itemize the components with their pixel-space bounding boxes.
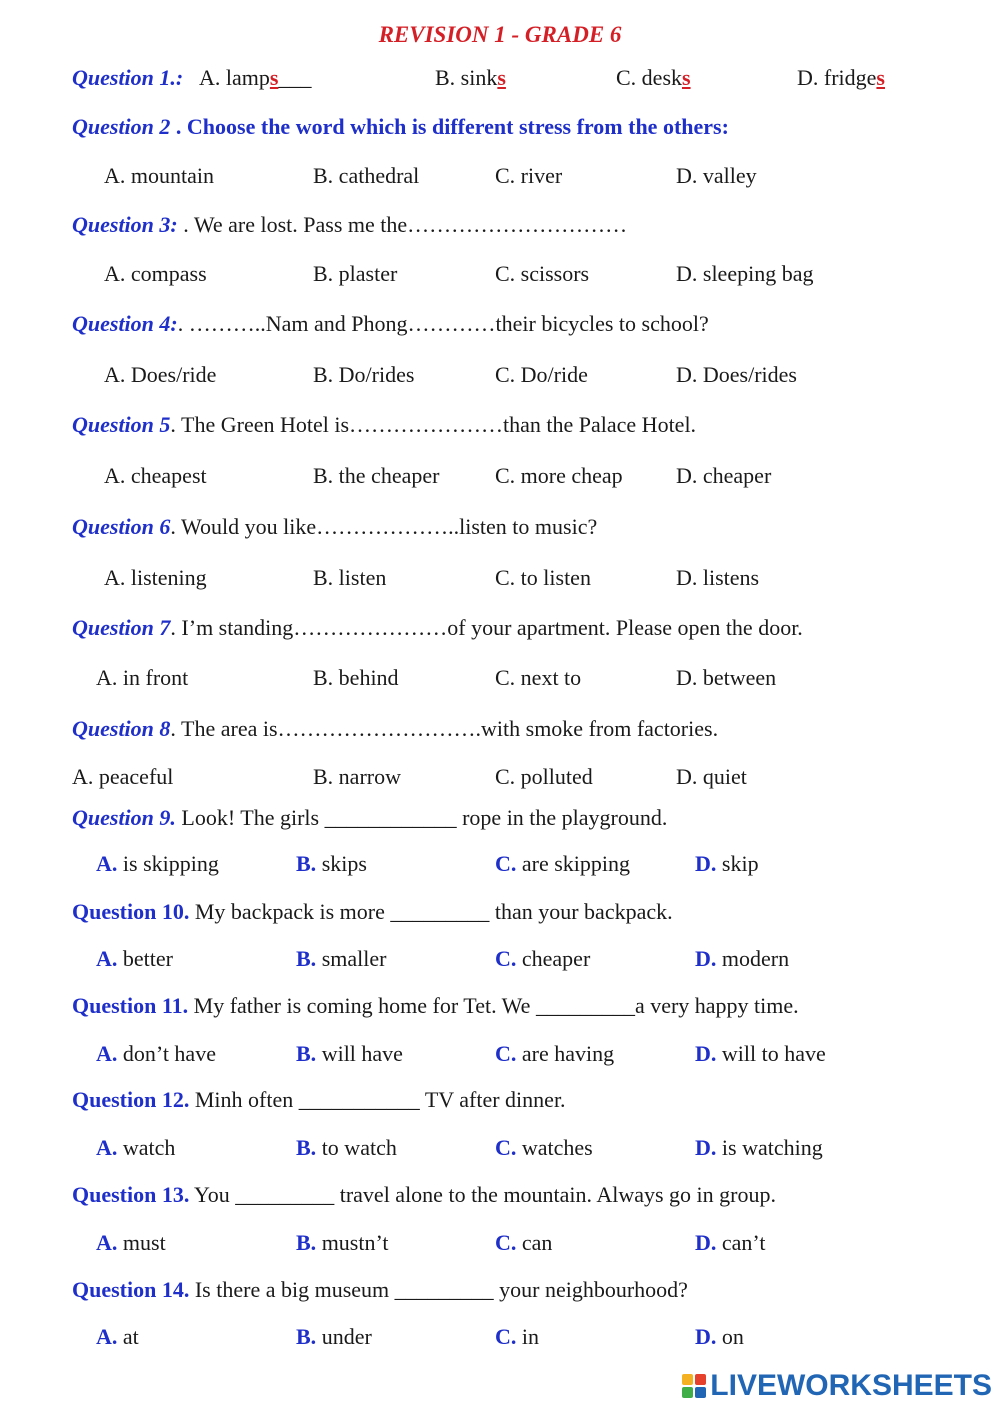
- question-7: [0, 613, 1000, 643]
- question-10-option-c[interactable]: C. cheaper: [495, 946, 591, 971]
- question-2: [0, 112, 1000, 142]
- question-8-option-d[interactable]: D. quiet: [676, 764, 747, 789]
- question-8-label: Question 8: [72, 716, 171, 741]
- question-5: [0, 410, 1000, 440]
- question-4-option-d[interactable]: D. Does/rides: [676, 362, 797, 387]
- question-5-option-d[interactable]: D. cheaper: [676, 463, 772, 488]
- logo-square-4: [695, 1387, 706, 1398]
- question-11-label: Question 11.: [72, 993, 189, 1018]
- question-13-option-b[interactable]: B. mustn’t: [296, 1230, 389, 1255]
- question-5-option-a[interactable]: A. cheapest: [104, 463, 207, 488]
- question-11-option-b[interactable]: B. will have: [296, 1041, 403, 1066]
- question-12-option-a[interactable]: A. watch: [96, 1135, 176, 1160]
- question-5-label: Question 5: [72, 412, 171, 437]
- question-14-option-d[interactable]: D. on: [695, 1324, 744, 1349]
- question-8-option-a[interactable]: A. peaceful: [72, 764, 174, 789]
- liveworksheets-logo-text: LIVEWORKSHEETS: [710, 1369, 992, 1402]
- question-6: [0, 512, 1000, 542]
- question-4-label: Question 4:: [72, 311, 178, 336]
- question-3-option-d[interactable]: D. sleeping bag: [676, 261, 814, 286]
- question-14-text: Is there a big museum _________ your neighbourhood?: [189, 1277, 688, 1302]
- question-13-label: Question 13.: [72, 1182, 190, 1207]
- page-title: REVISION 1 - GRADE 6: [378, 22, 622, 47]
- question-8-options: [0, 762, 1000, 792]
- question-4: [0, 309, 1000, 339]
- question-14-option-c[interactable]: C. in: [495, 1324, 540, 1349]
- question-10-text: My backpack is more _________ than your backpack.: [189, 899, 673, 924]
- question-11-option-c[interactable]: C. are having: [495, 1041, 615, 1066]
- question-14-options: [0, 1322, 1000, 1352]
- question-9-options: [0, 849, 1000, 879]
- question-10-option-b[interactable]: B. smaller: [296, 946, 387, 971]
- logo-square-1: [682, 1374, 693, 1385]
- question-4-option-a[interactable]: A. Does/ride: [104, 362, 217, 387]
- question-12: [0, 1085, 1000, 1115]
- question-7-option-a[interactable]: A. in front: [96, 665, 189, 690]
- question-3-label: Question 3:: [72, 212, 178, 237]
- question-5-options: [0, 461, 1000, 491]
- question-12-option-b[interactable]: B. to watch: [296, 1135, 397, 1160]
- question-1-label: Question 1.:: [72, 65, 184, 90]
- liveworksheets-logo-icon: [682, 1374, 706, 1398]
- logo-square-3: [682, 1387, 693, 1398]
- question-6-text: . Would you like………………..listen to music?: [170, 514, 598, 539]
- question-9-text: Look! The girls ____________ rope in the playground.: [175, 805, 668, 830]
- question-11-options: [0, 1039, 1000, 1069]
- question-13-options: [0, 1228, 1000, 1258]
- question-3-option-a[interactable]: A. compass: [104, 261, 207, 286]
- question-2-options: [0, 161, 1000, 191]
- question-3-option-b[interactable]: B. plaster: [313, 261, 398, 286]
- question-1-option-b[interactable]: B. sinks: [435, 65, 506, 90]
- question-6-option-b[interactable]: B. listen: [313, 565, 387, 590]
- question-2-option-d[interactable]: D. valley: [676, 163, 757, 188]
- question-10: [0, 897, 1000, 927]
- question-13-option-d[interactable]: D. can’t: [695, 1230, 766, 1255]
- question-10-label: Question 10.: [72, 899, 190, 924]
- question-11-text: My father is coming home for Tet. We _________a very happy time.: [188, 993, 799, 1018]
- question-11: [0, 991, 1000, 1021]
- question-7-option-d[interactable]: D. between: [676, 665, 777, 690]
- question-5-text: . The Green Hotel is…………………than the Palace Hotel.: [170, 412, 697, 437]
- question-14: [0, 1275, 1000, 1305]
- question-3-options: [0, 259, 1000, 289]
- question-6-label: Question 6: [72, 514, 171, 539]
- question-7-option-b[interactable]: B. behind: [313, 665, 399, 690]
- question-9-option-d[interactable]: D. skip: [695, 851, 759, 876]
- question-10-option-d[interactable]: D. modern: [695, 946, 790, 971]
- question-11-option-a[interactable]: A. don’t have: [96, 1041, 216, 1066]
- question-12-label: Question 12.: [72, 1087, 190, 1112]
- question-7-label: Question 7: [72, 615, 171, 640]
- question-13: [0, 1180, 1000, 1210]
- question-4-option-b[interactable]: B. Do/rides: [313, 362, 415, 387]
- question-4-option-c[interactable]: C. Do/ride: [495, 362, 588, 387]
- question-6-option-a[interactable]: A. listening: [104, 565, 207, 590]
- question-9: [0, 803, 1000, 833]
- question-8-text: . The area is……………………….with smoke from factories.: [170, 716, 719, 741]
- question-9-label: Question 9.: [72, 805, 176, 830]
- question-9-option-b[interactable]: B. skips: [296, 851, 367, 876]
- question-2-label: Question 2: [72, 114, 171, 139]
- question-1-option-a[interactable]: A. lamps___: [199, 65, 312, 90]
- question-12-text: Minh often ___________ TV after dinner.: [189, 1087, 566, 1112]
- question-7-options: [0, 663, 1000, 693]
- question-9-option-c[interactable]: C. are skipping: [495, 851, 631, 876]
- question-11-option-d[interactable]: D. will to have: [695, 1041, 826, 1066]
- logo-square-2: [695, 1374, 706, 1385]
- question-12-options: [0, 1133, 1000, 1163]
- question-13-option-a[interactable]: A. must: [96, 1230, 166, 1255]
- question-6-options: [0, 563, 1000, 593]
- question-7-text: . I’m standing…………………of your apartment. Please open the door.: [170, 615, 803, 640]
- question-4-options: [0, 360, 1000, 390]
- question-10-options: [0, 944, 1000, 974]
- question-5-option-b[interactable]: B. the cheaper: [313, 463, 440, 488]
- question-3: [0, 210, 1000, 240]
- question-6-option-c[interactable]: C. to listen: [495, 565, 591, 590]
- question-8-option-b[interactable]: B. narrow: [313, 764, 401, 789]
- question-6-option-d[interactable]: D. listens: [676, 565, 760, 590]
- question-5-option-c[interactable]: C. more cheap: [495, 463, 623, 488]
- question-13-text: You _________ travel alone to the mountain. Always go in group.: [189, 1182, 776, 1207]
- question-14-option-a[interactable]: A. at: [96, 1324, 139, 1349]
- question-3-option-c[interactable]: C. scissors: [495, 261, 590, 286]
- question-7-option-c[interactable]: C. next to: [495, 665, 582, 690]
- question-1: [0, 63, 1000, 93]
- question-10-option-a[interactable]: A. better: [96, 946, 173, 971]
- question-4-text: . ………..Nam and Phong…………their bicycles to school?: [177, 311, 709, 336]
- question-14-option-b[interactable]: B. under: [296, 1324, 372, 1349]
- question-9-option-a[interactable]: A. is skipping: [96, 851, 219, 876]
- question-8-option-c[interactable]: C. polluted: [495, 764, 593, 789]
- question-1-option-d[interactable]: D. fridges: [797, 65, 885, 90]
- question-2-option-a[interactable]: A. mountain: [104, 163, 214, 188]
- question-12-option-d[interactable]: D. is watching: [695, 1135, 823, 1160]
- question-3-text: . We are lost. Pass me the…………………………: [177, 212, 628, 237]
- question-12-option-c[interactable]: C. watches: [495, 1135, 593, 1160]
- question-13-option-c[interactable]: C. can: [495, 1230, 553, 1255]
- question-1-option-c[interactable]: C. desks: [616, 65, 691, 90]
- liveworksheets-logo[interactable]: [682, 1369, 992, 1403]
- question-2-option-b[interactable]: B. cathedral: [313, 163, 420, 188]
- question-2-option-c[interactable]: C. river: [495, 163, 563, 188]
- question-2-text: . Choose the word which is different stress from the others:: [170, 114, 729, 139]
- question-8: [0, 714, 1000, 744]
- question-14-label: Question 14.: [72, 1277, 190, 1302]
